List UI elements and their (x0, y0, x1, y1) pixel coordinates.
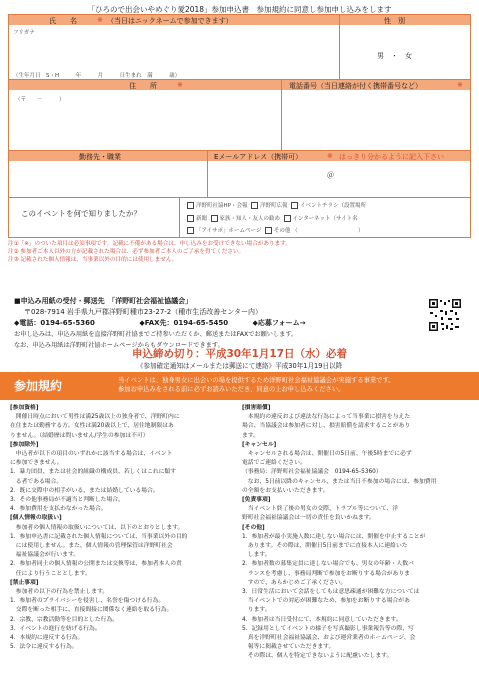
rules-line: 2．宗教、宗教活動等を目的とした行為。 (10, 616, 119, 623)
rules-heading: [個人情報の取扱い] (10, 515, 62, 522)
option-newspaper: 新聞 (196, 216, 208, 222)
rules-heading: [参加資格] (10, 405, 39, 411)
workplace-field[interactable] (13, 165, 203, 193)
form-title: 「ひろので出会いやめぐり愛2018」参加申込書 参加規約に同意し参加申し込みをします (87, 5, 392, 14)
terms-intro-line-1: 当イベントは、独身男女に出会いの場を提供するため洋野町社会福祉協議会が実施する事業です。 (118, 377, 395, 384)
option-isapo: 「アイサポ」ホームページ (196, 228, 262, 234)
address-field[interactable] (15, 105, 275, 145)
rules-line: 参加者の以下の行為を禁止します。 (10, 589, 109, 596)
source-options-row2 (187, 214, 358, 222)
rules-line: りません。（結婚歴は問いません/学生の参加は不可） (10, 432, 149, 439)
option-town-bulletin: 洋野町広報 (259, 203, 288, 209)
contact-heading: ■申込み用紙の受付・郵送先 「洋野町社会福祉協議会」 (14, 297, 193, 305)
rules-line: 任により行うこととします。 (10, 570, 91, 577)
rules-line: 野町社会福祉協議会は一切の責任を負いかねます。 (242, 515, 375, 522)
deadline: 申込締め切り：平成30年1月17日（水）必着 (131, 348, 348, 360)
checkbox-flyer[interactable] (291, 202, 298, 209)
rules-line: 交際を断った相手に、直接間接に関係なく連絡を取る行為。 (10, 607, 173, 614)
phone-label: 電話番号（当日連絡が付く携帯番号など） (289, 82, 422, 90)
rules-line: る者である場合。 (10, 478, 63, 485)
postal-code-field[interactable]: （〒 － ） (15, 97, 65, 103)
application-form (8, 14, 471, 238)
rules-line: 電話でご連絡ください。 (242, 460, 306, 467)
rules-heading: [禁止事項] (10, 579, 39, 586)
rules-line: （事務局：洋野町社会福祉協議会 0194-65-5360） (242, 469, 382, 476)
form-notes (8, 240, 291, 264)
required-mark-phone: ※ (457, 81, 463, 89)
rules-line: キャンセルされる場合は、開催日の5日前、午後5時までに必ず (242, 451, 412, 458)
phone-field[interactable] (287, 95, 465, 145)
rules-left-column (10, 404, 187, 652)
contact-block (14, 296, 305, 329)
rules-line: 本規約の違反および違法な行為によって当事業に損害を与えた (242, 414, 411, 421)
rules-line: には使用しません。また、個人情報の管理保管は洋野町社会 (10, 543, 173, 550)
name-field[interactable] (13, 37, 335, 63)
rules-heading: [免責事項] (242, 497, 271, 504)
address-label: 住 所 (129, 82, 157, 90)
other-paren: （ ） (292, 228, 364, 234)
rules-line: 当イベント終了後の男女の交際、トラブル等について、洋 (242, 506, 399, 513)
terms-title: 参加規約 (14, 379, 63, 393)
checkbox-shakyo-hp[interactable] (187, 202, 194, 209)
rules-line: 5．記録用としてイベントの様子を写真撮影し事業報告等の際、写 (242, 625, 414, 632)
rules-heading: [損害賠償] (242, 405, 271, 411)
checkbox-isapo[interactable] (187, 227, 194, 234)
rules-line: 1．暴力団員、または社会的組織の構成員、若しくはこれに類す (10, 469, 177, 476)
rules-line: ます。 (242, 432, 259, 439)
rules-line: 1．参加者が最小実施人数に達しない場合には、開催を中止することが (242, 533, 426, 540)
note-1: 注①「※」のついた項目は必須事項です。記載に不備がある場合は、申し込みをお受けできない場合があります。 (8, 241, 291, 247)
contact-lines (14, 318, 305, 329)
option-shakyo-hp: 洋野町社協HP・会報 (196, 203, 248, 209)
mail-instructions (14, 331, 297, 339)
email-label: Eメールアドレス（携帯可） (214, 153, 303, 161)
birthdate-field[interactable]: （生年月日 S・H 年 月 日生まれ 満 歳） (13, 73, 181, 79)
gender-options[interactable]: 男 ・ 女 (377, 52, 412, 60)
email-note: はっきり分かるように記入下さい (339, 153, 444, 161)
workplace-label: 勤務先・職業 (79, 153, 121, 161)
rules-line: 4．参加者は当日受付にて、本規約に同意していただきます。 (242, 616, 402, 623)
rules-line: すので、あらかじめご了承ください。 (242, 579, 347, 586)
option-internet: インターネット（サイト名 (292, 216, 358, 222)
rules-line: 真を洋野町社会福祉協議会、および運営業者のホームページ、会 (242, 635, 416, 642)
name-label: 氏 名 (49, 17, 77, 25)
rules-line: 2．既に交際中の相手がいる、または結婚している場合。 (10, 487, 159, 494)
gender-label: 性 別 (384, 17, 405, 25)
rules-line: 4．参加費用を支払わなかった場合。 (10, 506, 107, 513)
required-mark-name: ※ (97, 16, 103, 24)
contact-web-form[interactable]: ◆応募フォーム→ (252, 319, 306, 327)
rules-line: ります。 (242, 607, 271, 614)
rules-line: 5．法令に違反する行為。 (10, 644, 78, 651)
rules-line: の全額をお支払いいただきます。 (242, 487, 329, 494)
rules-line: 福祉協議会が行います。 (10, 552, 80, 559)
terms-intro (118, 376, 395, 394)
rules-line: 場合、当協議会は参加者に対し、損害賠償を請求することがあり (242, 423, 411, 430)
rules-line: 報等に掲載させていただきます。 (242, 644, 335, 651)
rules-line: 3．日常生活において会話をしてもは意思疎通が困難な方については (242, 589, 420, 596)
required-mark-email: ※ (327, 152, 333, 160)
rules-line: 1．参加申込書に記載された個人情報については、当事業以外の目的 (10, 533, 188, 540)
note-2: 注② 参加者ご本人以外の方が記載された場合は、必ず参加者ご本人のご了承を得てください。 (8, 249, 245, 255)
source-options-row3 (187, 226, 364, 234)
contact-fax: ◆FAX先：0194-65-5450 (139, 319, 229, 327)
rules-line: なお、5日前以降のキャンセル、または当日不参加の場合には、参加費用 (242, 478, 437, 485)
rules-right-column (242, 404, 437, 662)
rules-line: 4．本規約に違反する行為。 (10, 635, 84, 642)
option-other: その他 (273, 228, 291, 234)
confirmation-note: 《参加確定通知はメールまたは郵送にて連絡》平成30年1月19日以降 (136, 362, 343, 370)
rules-line: 3．イベントの進行を妨げる行為。 (10, 625, 101, 632)
option-flyer: イベントチラシ（設置場所 (299, 203, 366, 209)
rules-line: 2．参加者数の募集定員に達しない場合でも、男女の年齢・人数バ (242, 561, 414, 568)
checkbox-other[interactable] (265, 227, 272, 234)
rules-line: 参加者の個人情報の取扱いについては、以下のとおりとします。 (10, 524, 184, 531)
mail-line-1: お申し込みは、申込み用紙を直接洋野町社協までご持参いただくか、郵送またはFAXでお願いします。 (14, 331, 298, 338)
source-options-row1 (187, 201, 366, 209)
source-question: このイベントを何で知りましたか？ (21, 209, 141, 218)
contact-phone: ◆電話：0194-65-5360 (14, 319, 95, 327)
qr-code-icon[interactable] (428, 298, 462, 332)
contact-address: 〒028-7914 岩手県九戸郡洋野町種市23-27-2（種市生活改善センター内） (24, 308, 262, 316)
checkbox-internet[interactable] (284, 215, 291, 222)
checkbox-newspaper[interactable] (187, 215, 194, 222)
email-field[interactable] (213, 165, 465, 193)
name-note: （当日はニックネームで参加できます） (107, 17, 233, 25)
checkbox-recommendation[interactable] (211, 215, 218, 222)
rules-heading: [キャンセル] (242, 441, 277, 448)
rules-line: 2．参加者同士の個人情報の公開または交換等は、参加者本人の責 (10, 561, 182, 568)
rules-line: ランスを考慮し、事務局判断で参加をお断りする場合がありま (242, 570, 410, 577)
rules-line: 開催日時点において男性は満25歳以上の独身者で、洋野町内に (10, 414, 180, 421)
rules-line: あります。その際は、開催日5日前までに直接本人に連絡いた (242, 543, 408, 550)
rules-line: 在住または勤務する方。女性は満20歳以上で、居住地制限はあ (10, 423, 174, 430)
furigana-label: フリガナ (13, 30, 35, 36)
required-mark-address: ※ (177, 81, 183, 89)
download-note: なお、申込み用紙は洋野町社協ホームページからもダウンロードできます。 (14, 342, 224, 349)
option-recommendation: 家族・知人・友人の勧め (219, 216, 281, 222)
rules-line: 申込者が以下の項目のいずれかに該当する場合は、イベント (10, 451, 173, 458)
terms-intro-line-2: 参加お申込みをされる前に必ずお読みいただき、同意の上お申し込みください。 (118, 386, 345, 393)
email-at-sign: ＠ (327, 171, 334, 179)
rules-line: 3．その他事務局が不適当と判断した場合。 (10, 497, 124, 504)
rules-heading: [参加除外] (10, 441, 39, 448)
rules-line: その際は、個人を特定できないように配慮いたします。 (242, 653, 393, 660)
rules-line: に参加できません。 (10, 460, 63, 467)
note-3: 注③ 記載された個人情報は、当事業以外の目的には使用しません。 (8, 257, 178, 263)
checkbox-town-bulletin[interactable] (251, 202, 258, 209)
rules-line: 1．参加者のプライバシーを侵害し、名誉を傷つける行為。 (10, 598, 165, 605)
rules-line: 当イベントでの対応が困難なため、参加をお断りする場合があ (242, 598, 410, 605)
rules-heading: [その他] (242, 524, 265, 531)
rules-line: します。 (242, 552, 271, 559)
